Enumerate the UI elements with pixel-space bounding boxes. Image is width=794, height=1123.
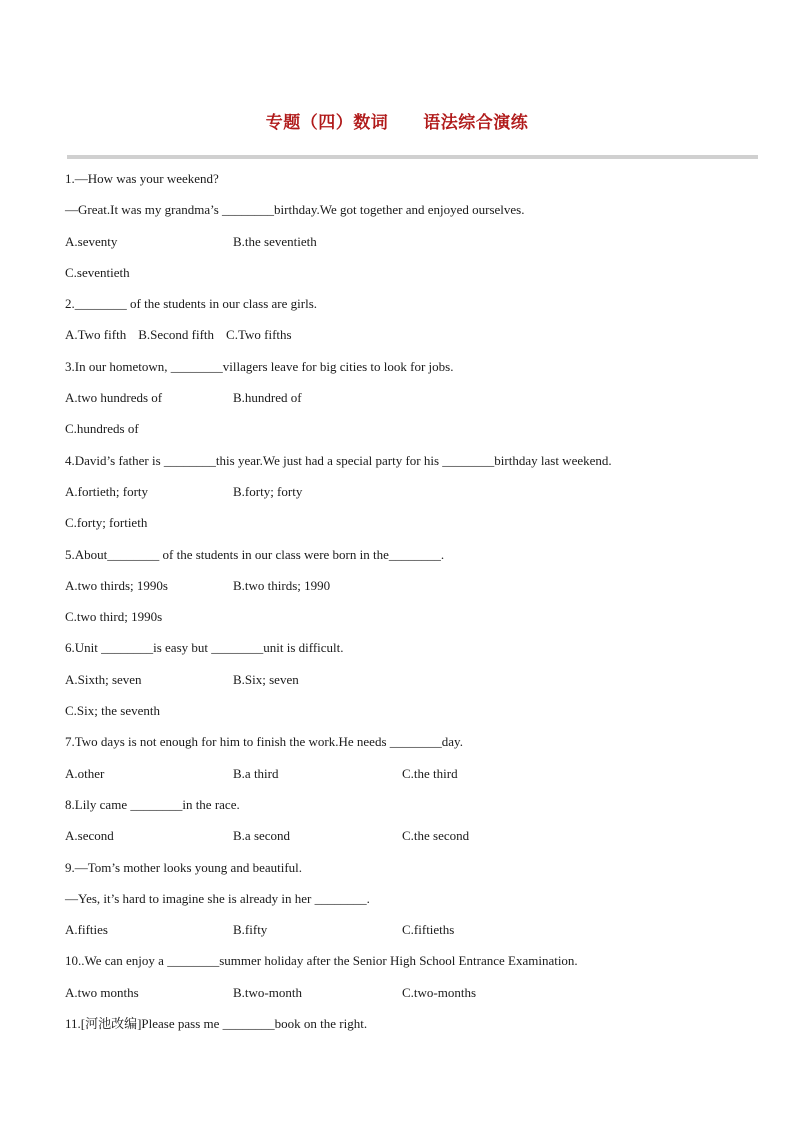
options-row — [65, 325, 765, 356]
question-stem: 10..We can enjoy a ________summer holiday after the Senior High School Entrance Examination. — [65, 953, 578, 969]
option-c: C.two third; 1990s — [65, 609, 163, 625]
question-6 — [65, 638, 765, 732]
question-1 — [65, 169, 765, 294]
options-row — [65, 983, 765, 1014]
question-list — [65, 169, 765, 1045]
title-divider — [67, 155, 758, 159]
options-row — [65, 482, 765, 513]
option-b: B.fifty — [233, 922, 268, 938]
options-row — [65, 607, 765, 638]
question-11 — [65, 1014, 765, 1045]
question-2 — [65, 294, 765, 357]
options-row — [65, 826, 765, 857]
options-row — [65, 513, 765, 544]
option-b: B.the seventieth — [233, 233, 317, 249]
question-10 — [65, 951, 765, 1014]
option-a: A.fortieth; forty — [65, 483, 149, 499]
options-row — [65, 701, 765, 732]
option-b: B.two-month — [233, 984, 302, 1000]
option-c: C.hundreds of — [65, 421, 139, 437]
option-c: C.Six; the seventh — [65, 703, 160, 719]
question-8 — [65, 795, 765, 858]
option-c: C.seventieth — [65, 264, 130, 280]
options-row — [65, 576, 765, 607]
question-stem: 11.[河池改编]Please pass me ________book on the right. — [65, 1016, 368, 1032]
option-a: A.fifties — [65, 922, 108, 938]
option-b: B.Second fifth — [138, 327, 215, 343]
option-c: C.fiftieths — [402, 922, 455, 938]
question-stem: 5.About________ of the students in our class were born in the________. — [65, 546, 445, 562]
options-row — [65, 670, 765, 701]
option-c: C.the second — [402, 828, 470, 844]
option-a: A.two hundreds of — [65, 390, 163, 406]
option-c: C.forty; fortieth — [65, 515, 148, 531]
options-row — [65, 388, 765, 419]
option-a: A.Two fifth — [65, 327, 127, 343]
question-stem: 1.—How was your weekend? — [65, 171, 219, 186]
option-b: B.two thirds; 1990 — [233, 577, 331, 593]
option-c: C.Two fifths — [226, 327, 292, 343]
question-stem: 7.Two days is not enough for him to finish the work.He needs ________day. — [65, 734, 463, 750]
option-c: C.two-months — [402, 984, 477, 1000]
option-b: B.Six; seven — [233, 671, 299, 687]
option-a: A.second — [65, 828, 114, 844]
option-b: B.forty; forty — [233, 483, 303, 499]
option-a: A.two months — [65, 984, 139, 1000]
option-a: A.seventy — [65, 233, 118, 249]
question-5 — [65, 545, 765, 639]
option-a: A.other — [65, 765, 105, 781]
options-row — [65, 764, 765, 795]
options-row — [65, 232, 765, 263]
page-title: 专题（四）数词 语法综合演练 — [265, 113, 529, 133]
question-stem: 2.________ of the students in our class are girls. — [65, 296, 318, 312]
option-b: B.a second — [233, 828, 291, 844]
question-7 — [65, 732, 765, 795]
question-stem: 6.Unit ________is easy but ________unit is difficult. — [65, 640, 344, 656]
question-dialogue-line: —Great.It was my grandma’s ________birthday.We got together and enjoyed ourselves. — [65, 202, 525, 218]
options-row — [65, 263, 765, 294]
question-9 — [65, 858, 765, 952]
option-b: B.hundred of — [233, 390, 302, 406]
question-stem: 9.—Tom’s mother looks young and beautiful. — [65, 859, 303, 875]
question-stem: 4.David’s father is ________this year.We just had a special party for his ________birthday last weekend. — [65, 452, 612, 468]
option-a: A.Sixth; seven — [65, 671, 142, 687]
option-c: C.the third — [402, 765, 458, 781]
question-3 — [65, 357, 765, 451]
options-row — [65, 920, 765, 951]
question-4 — [65, 451, 765, 545]
options-row — [65, 419, 765, 450]
question-stem: 3.In our hometown, ________villagers leave for big cities to look for jobs. — [65, 358, 454, 374]
question-dialogue-line: —Yes, it’s hard to imagine she is already in her ________. — [65, 890, 370, 906]
question-stem: 8.Lily came ________in the race. — [65, 796, 240, 812]
option-b: B.a third — [233, 765, 279, 781]
option-a: A.two thirds; 1990s — [65, 577, 168, 593]
